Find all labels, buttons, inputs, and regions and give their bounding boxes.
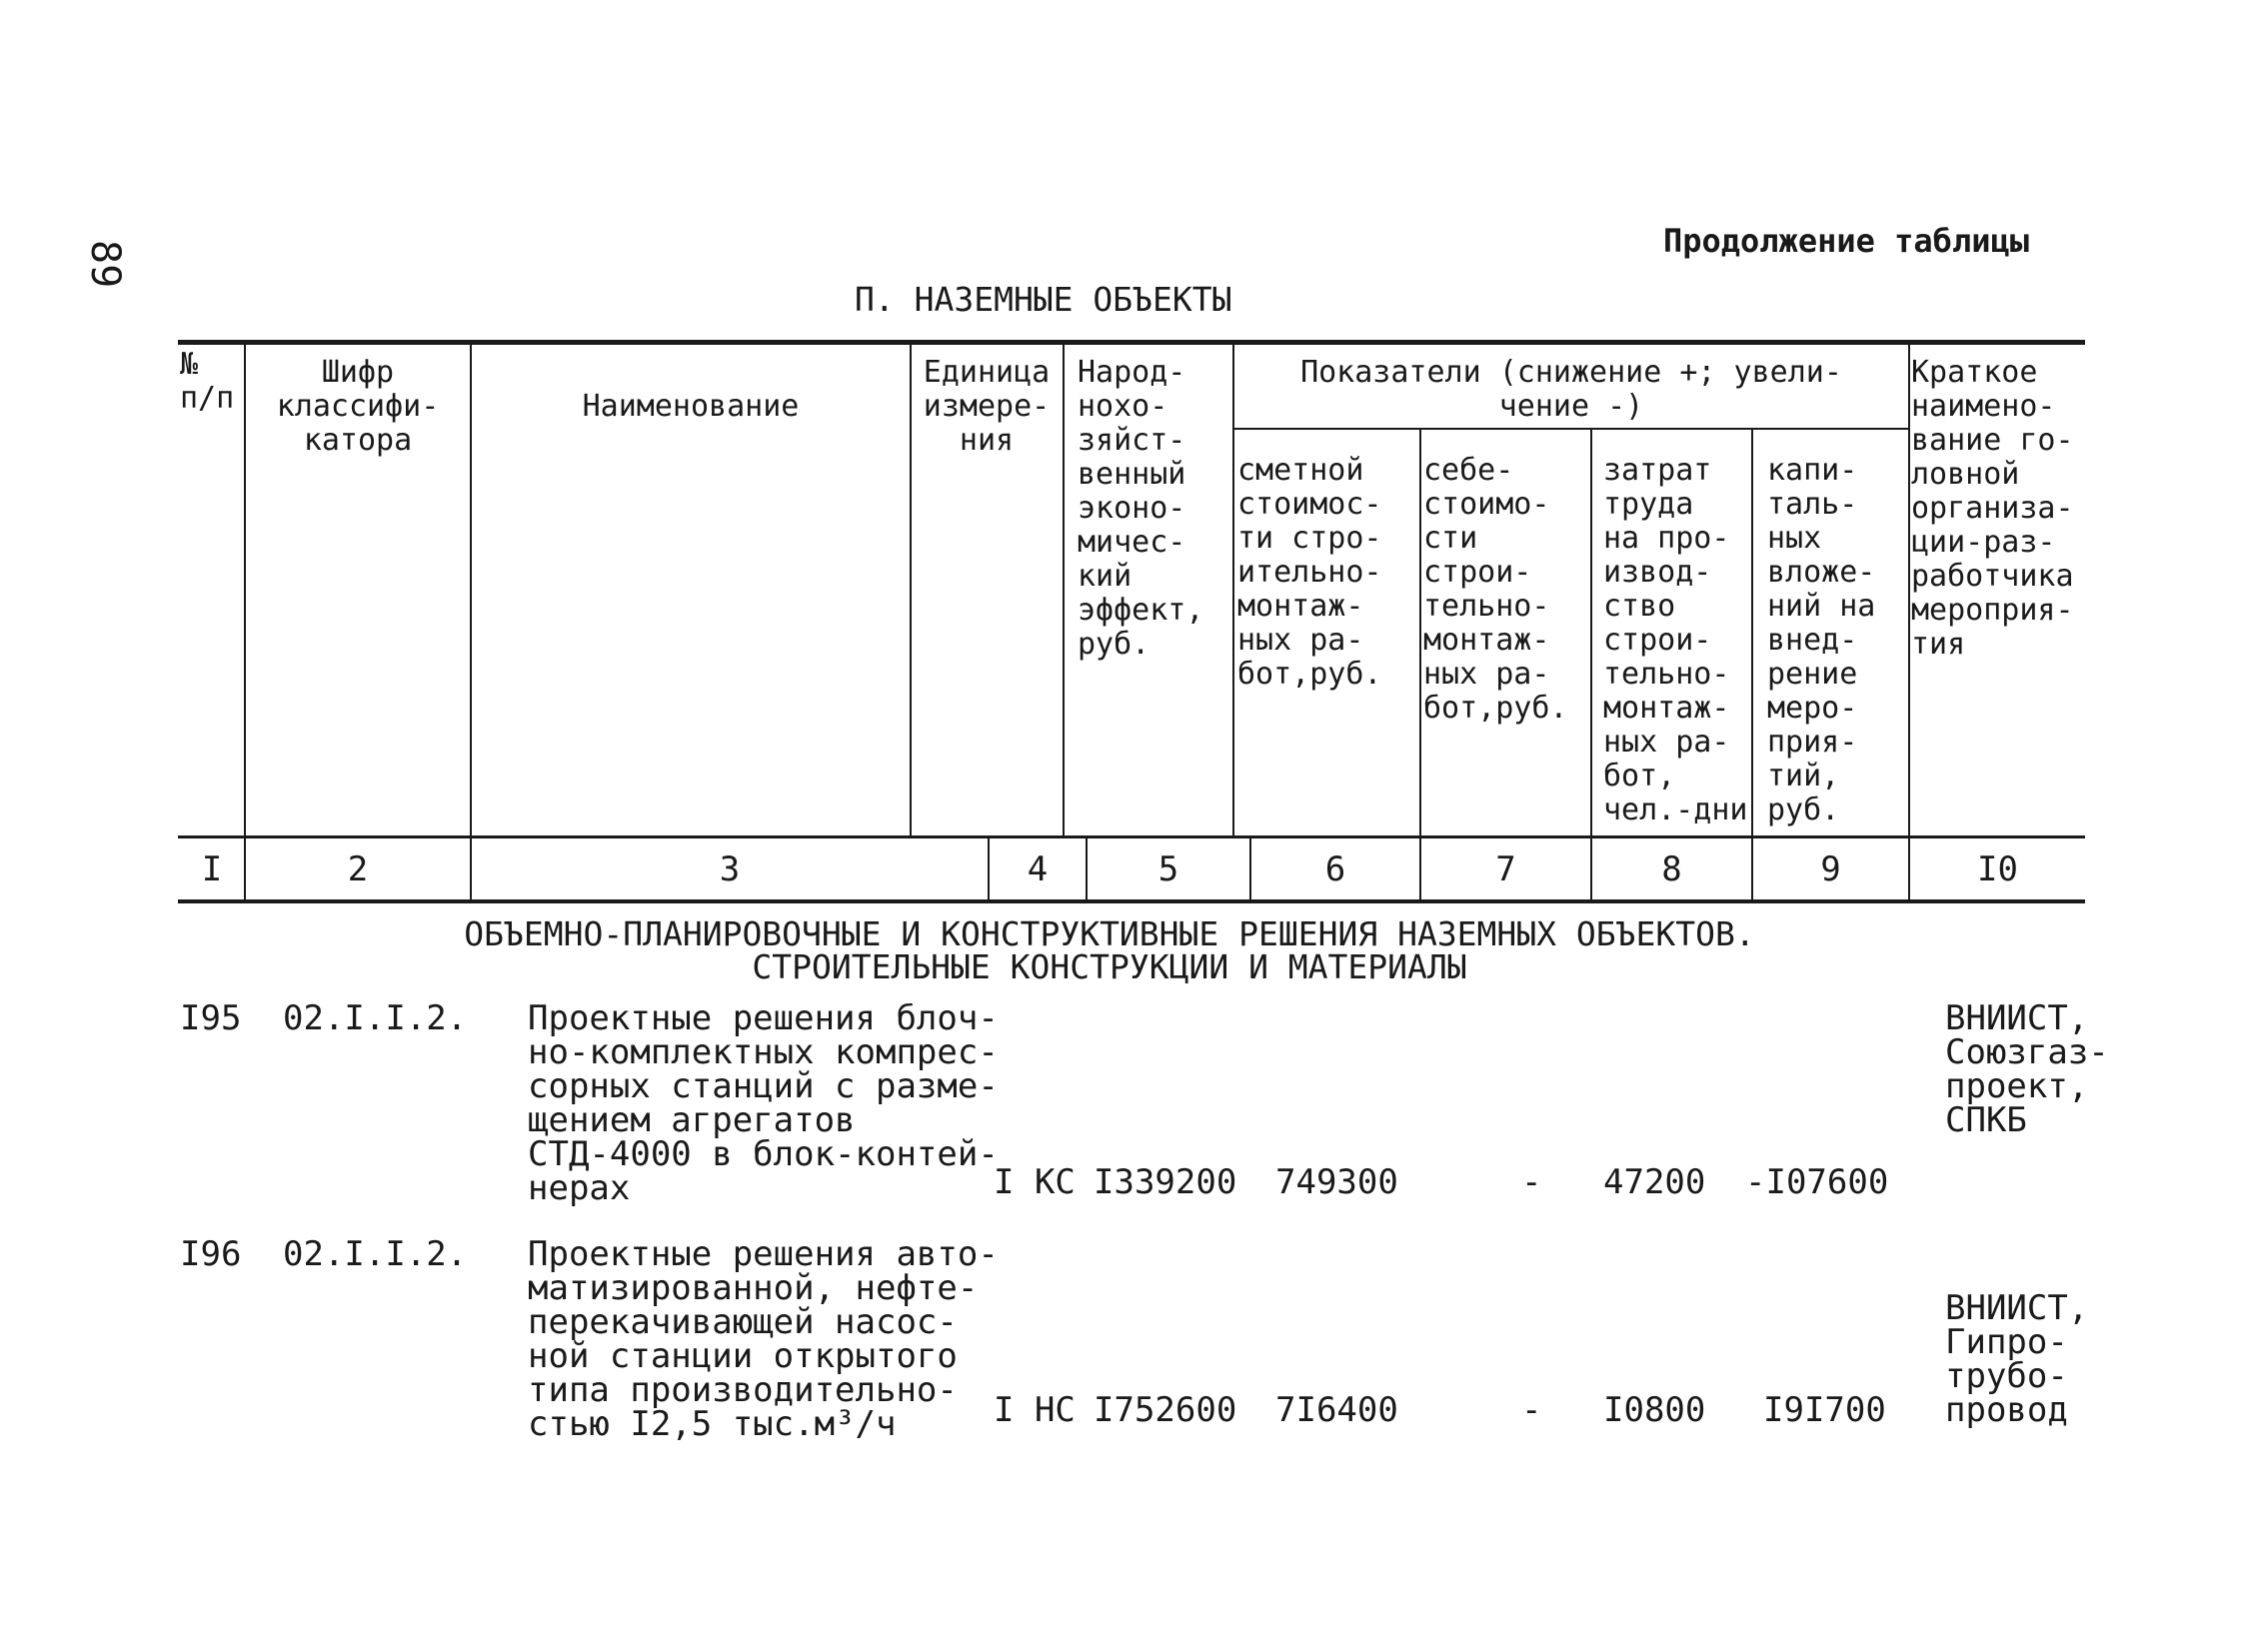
column-number: 3 xyxy=(719,849,741,889)
row-economic-effect: I752600 xyxy=(1094,1390,1237,1430)
header-divider xyxy=(1419,430,1421,837)
section-title: П. НАЗЕМНЫЕ ОБЪЕКТЫ xyxy=(855,280,1232,319)
row-labor-costs: I0800 xyxy=(1603,1390,1706,1430)
group-rule xyxy=(1232,428,1908,430)
page-number: 89 xyxy=(82,240,128,289)
header-labor-costs: затрат труда на про- извод- ство строи- тельно- монтаж- ных ра- бот, чел.-дни xyxy=(1603,453,1748,827)
row-capital-investments: I9I700 xyxy=(1763,1390,1886,1430)
row-number: I95 xyxy=(180,998,242,1038)
header-economic-effect: Народ- нохо- зяйст- венный эконо- мичес- кий эффект, руб. xyxy=(1078,355,1204,662)
row-organization: ВНИИСТ, Союзгаз- проект, СПКБ xyxy=(1945,998,2109,1140)
header-divider xyxy=(1590,430,1592,837)
header-divider xyxy=(1751,430,1753,837)
column-number: I0 xyxy=(1977,849,2018,889)
header-bottom-rule xyxy=(178,835,2085,838)
header-indicators-group: Показатели (снижение +; увели- чение -) xyxy=(1300,355,1842,424)
header-divider xyxy=(244,345,246,837)
column-number: 6 xyxy=(1324,849,1346,889)
continuation-label: Продолжение таблицы xyxy=(1662,222,2029,260)
header-divider xyxy=(1908,345,1910,837)
row-organization: ВНИИСТ, Гипро- трубо- провод xyxy=(1945,1288,2089,1430)
row-estimated-cost: 7I6400 xyxy=(1275,1390,1398,1430)
row-economic-effect: I339200 xyxy=(1094,1162,1237,1202)
header-prime-cost: себе- стоимо- сти строи- тельно- монтаж- ных ра- бот,руб. xyxy=(1423,453,1568,726)
header-divider xyxy=(1063,345,1065,837)
row-code: 02.I.I.2. xyxy=(283,1234,468,1274)
column-number: I xyxy=(201,849,223,889)
header-estimated-cost: сметной стоимос- ти стро- ительно- монтаж- ных ра- бот,руб. xyxy=(1237,453,1382,692)
header-organization: Краткое наимено- вание го- ловной организа- ции-раз- работчика мероприя- тия xyxy=(1911,355,2074,662)
header-name: Наименование xyxy=(582,389,800,424)
header-divider xyxy=(1232,345,1234,837)
row-prime-cost: - xyxy=(1521,1162,1542,1202)
row-unit: I КС xyxy=(994,1162,1076,1202)
column-number: 4 xyxy=(1027,849,1049,889)
row-name: Проектные решения блоч- но-комплектных компрес- сорных станций с разме- щением агрегатов СТД-4000 в блок-контей- нерах xyxy=(528,998,999,1208)
table-top-rule xyxy=(178,340,2085,345)
column-number: 2 xyxy=(347,849,369,889)
row-prime-cost: - xyxy=(1521,1390,1542,1430)
subheading: ОБЪЕМНО-ПЛАНИРОВОЧНЫЕ И КОНСТРУКТИВНЫЕ РЕШЕНИЯ НАЗЕМНЫХ ОБЪЕКТОВ. СТРОИТЕЛЬНЫЕ КОНСТРУКЦИИ И МАТЕРИАЛЫ xyxy=(464,914,1755,986)
column-number: 7 xyxy=(1495,849,1516,889)
column-number: 5 xyxy=(1157,849,1179,889)
row-number: I96 xyxy=(180,1234,242,1274)
row-unit: I НС xyxy=(994,1390,1076,1430)
header-divider xyxy=(470,345,472,837)
column-number: 9 xyxy=(1820,849,1841,889)
header-capital-investments: капи- таль- ных вложе- ний на внед- рение меро- прия- тий, руб. xyxy=(1767,453,1876,827)
row-capital-investments: -I07600 xyxy=(1745,1162,1889,1202)
numbers-bottom-rule xyxy=(178,899,2085,903)
header-unit: Единица измере- ния xyxy=(923,355,1051,458)
row-estimated-cost: 749300 xyxy=(1275,1162,1398,1202)
row-code: 02.I.I.2. xyxy=(283,998,468,1038)
column-number: 8 xyxy=(1661,849,1682,889)
header-number: № п/п xyxy=(180,347,235,416)
row-name: Проектные решения авто- матизированной, нефте- перекачивающей насос- ной станции открытого типа производительно- стью I2,5 тыс.м³/ч xyxy=(528,1234,999,1444)
header-classifier-code: Шифр классифи- катора xyxy=(276,355,440,458)
row-labor-costs: 47200 xyxy=(1603,1162,1706,1202)
